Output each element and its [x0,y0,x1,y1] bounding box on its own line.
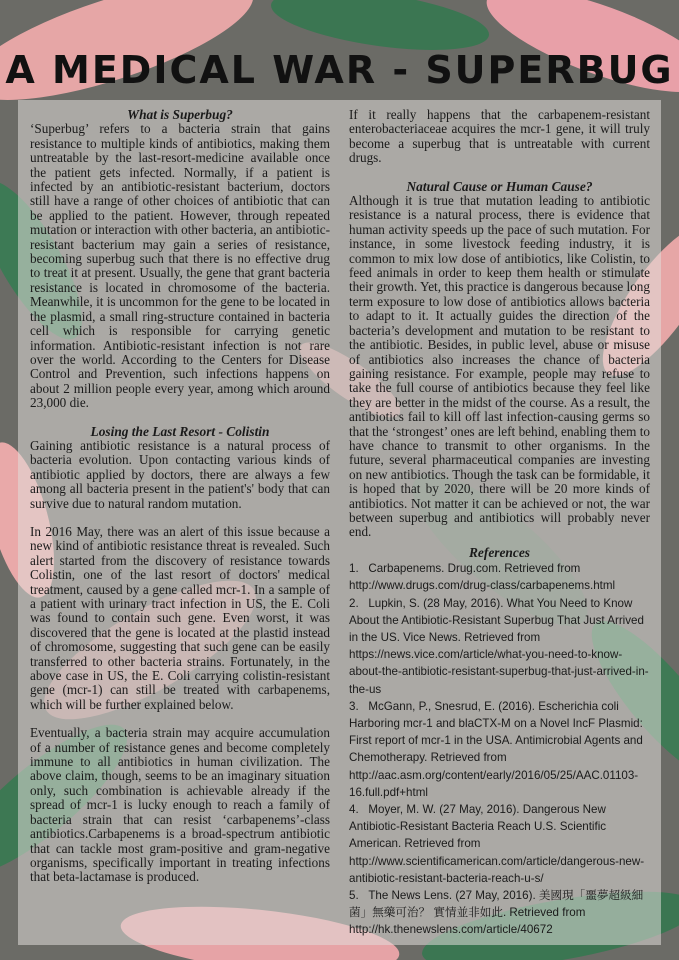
references-heading: References [469,544,530,560]
reference-item: 4. Moyer, M. W. (27 May, 2016). Dangerous New Antibiotic-Resistant Bacteria Reach U.S. Scientific American. Retrieved from http://www.scientificamerican.com/article/dangerous-new-antibiotic-resistant-bacteria-reach-u-s/ [349,803,645,885]
section-heading-natural-or-human: Natural Cause or Human Cause? [406,178,593,194]
page-title: A MEDICAL WAR - SUPERBUG [5,48,674,92]
references-list [349,560,650,938]
paragraph-eventually: Eventually, a bacteria strain may acquire accumulation of a number of resistance genes and become completely immune to all antibiotics in human civilization. The above claim, though, seems to be an imaginary situation only, such combination is achievable already if the spread of mcr-1 is lucky enough to reach a family of bacteria strain that can resist ‘carbapenems’-class antibiotics.Carbapenems is a broad-spectrum antibiotic that can tackle most gram-positive and gram-negative organisms, specifically important in treating infections that beta-lactamase is produced. [30,725,330,885]
section-heading-what-is-superbug: What is Superbug? [127,107,233,122]
section-body-natural-or-human: Although it is true that mutation leading to antibiotic resistance is a natural process, there is evidence that human activity speeds up the pace of such mutation. For instance, in some livestock feeding industry, it is common to mix low dose of antibiotics, like Colistin, to feed animals in order to keep them health or stimulate their growth. Yet, this practice is dangerous because long term exposure to low dose of antibiotics allows bacteria to adapt to it. It actually guides the direction of the bacteria’s development and mutation to be resistant to the antibiotic. Besides, in public level, abuse or misuse of antibiotics also increases the chance of bacteria gaining resistance. For example, people may refuse to take the full course of antibiotics because they feel like they are better in the midst of the course. As a result, the antibiotics fail to kill off last infection-causing germs so that the ‘strongest’ ones are left behind, enabling them to have chance to transmit to other organisms. In the future, several pharmaceutical companies are investing on new antibiotics. Though the task can be formidable, it is hoped that by 2020, there will be 20 more kinds of antibiotics. Not matter it can be achieved or not, the war between superbug and antibiotics will probably never end. [349,193,650,540]
reference-item: 3. McGann, P., Snesrud, E. (2016). Escherichia coli Harboring mcr-1 and blaCTX-M on a Novel IncF Plasmid: First report of mcr-1 in the USA. Antimicrobial Agents and Chemotherapy. Retrieved from http://aac.asm.org/content/early/2016/05/25/AAC.01103-16.full.pdf+html [349,699,643,799]
section-body-losing-last-resort: Gaining antibiotic resistance is a natural process of bacteria evolution. Upon contacting various kinds of antibiotic applied by doctors, there are always a few among all bacteria present in the patient's' body that can survive due to natural random mutation. [30,437,330,511]
left-column [30,108,330,885]
paragraph-carbapenem-resistant: If it really happens that the carbapenem-resistant enterobacteriaceae acquires the mcr-1 gene, it will truly become a superbug that is untreatable with current drugs. [349,107,650,166]
section-body-what-is-superbug: ‘Superbug’ refers to a bacteria strain that gains resistance to multiple kinds of antibiotics, making them untreatable by the last-resort-medicine available once the patient gets infected. Normally, if a patient is infected by an antibiotic-resistant bacterium, doctors still have a range of other choices of antibiotic that can be applied to the patient. However, through repeated mutation or interaction with other bacteria, an antibiotic-resistant bacterium may gain a series of resistance, becoming superbug such that there is no effective drug to treat it at present. Usually, the gene that grant bacteria resistance is located in chromosome of the bacteria. Meanwhile, it is uncommon for the gene to be located in the plasmid, a small ring-structure contained in bacteria cell which is responsible for carrying genetic information. Antibiotic-resistant infection is not rare over the world. According to the Centers for Disease Control and Prevention, such infections happens on about 2 million people every year, among which around 23,000 die. [30,121,330,411]
section-heading-losing-last-resort: Losing the Last Resort - Colistin [90,423,270,439]
paragraph-2016-alert: In 2016 May, there was an alert of this issue because a new kind of antibiotic resistance threat is revealed. Such alert started from the discovery of resistance towards Colistin, one of the last resort of doctors' medical treatment, caused by a gene called mcr-1. In a sample of a patient with urinary tract infection in US, the E. Coli was found to contain such gene. Even worst, it was discovered that the gene is located at the plastid instead of chromosome, suggesting that such gene can be easily transferred to other bacteria strains. Fortunately, in the above case in US, the E. Coli carrying colistin-resistant gene (mcr-1) can still be treated with carbapenems, which will be further explained below. [30,523,330,712]
reference-item: 5. The News Lens. (27 May, 2016). 美國現「噩夢超級細菌」無藥可治？ 實情並非如此. Retrieved from http://hk.thenewslens.com/article/40672 [349,889,644,937]
reference-item: 2. Lupkin, S. (28 May, 2016). What You Need to Know About the Antibiotic-Resistant Superbug That Just Arrived in the US. Vice News. Retrieved from https://news.vice.com/article/what-you-need-to-know-about-the-antibiotic-resistant-superbug-that-just-arrived-in-the-us [349,596,649,696]
right-column [349,108,650,939]
reference-item: 1. Carbapenems. Drug.com. Retrieved from http://www.drugs.com/drug-class/carbapenems.html [349,562,616,593]
